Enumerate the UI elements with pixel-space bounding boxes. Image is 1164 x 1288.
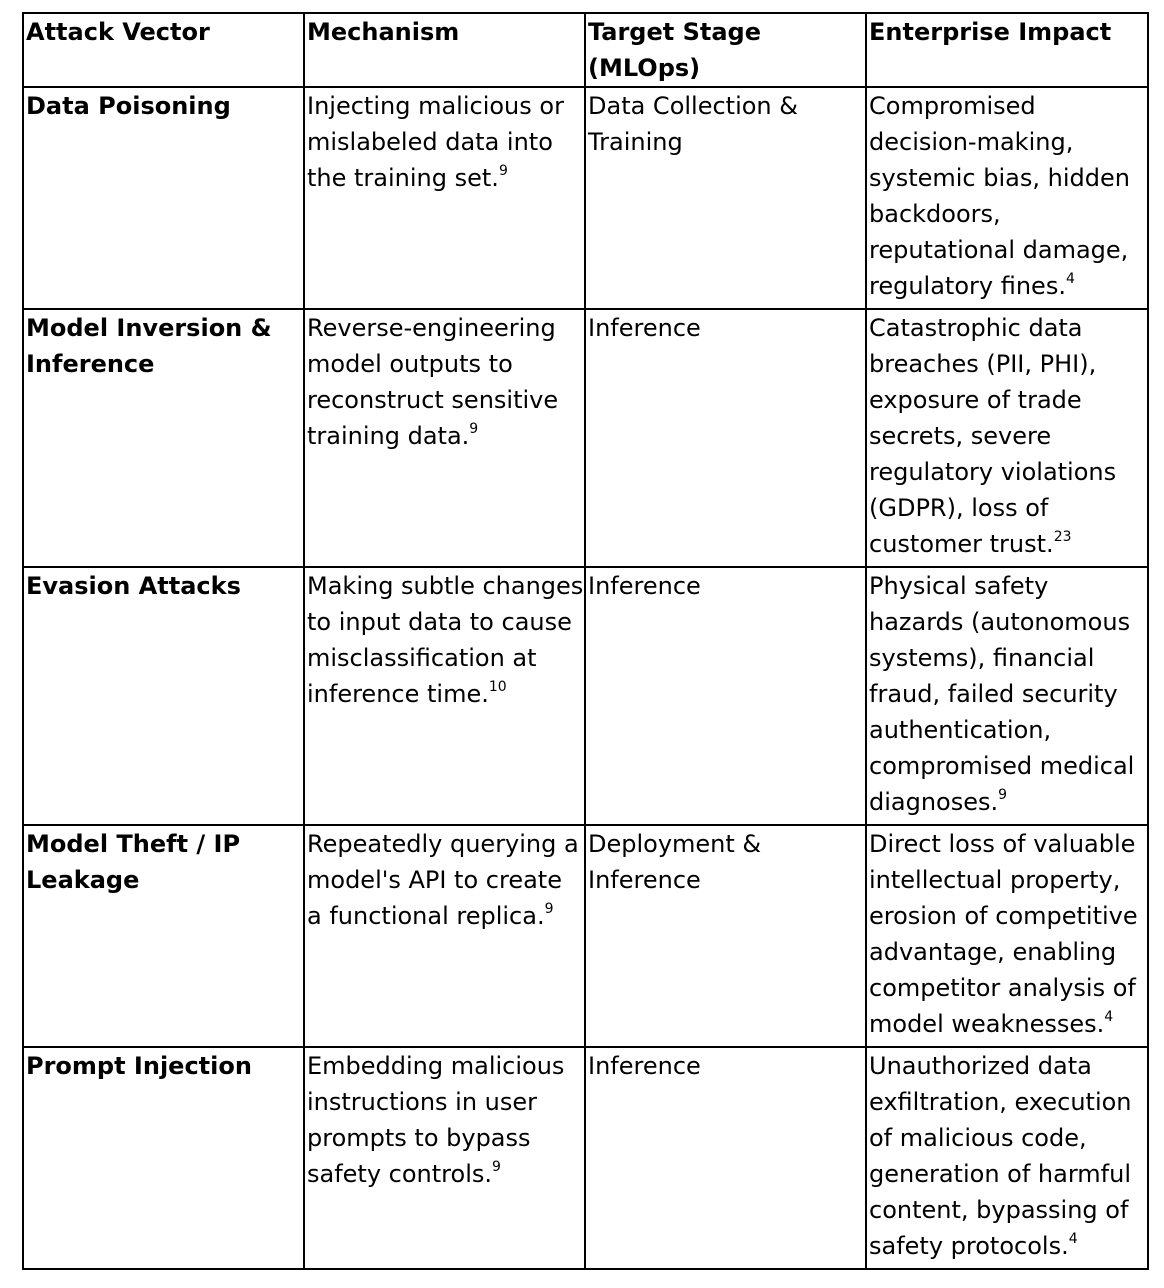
attack-vector-cell: Evasion Attacks (23, 567, 304, 825)
header-target-stage: Target Stage (MLOps) (585, 13, 866, 87)
mechanism-cell (304, 1047, 585, 1269)
table-row (23, 567, 1148, 825)
mechanism-text: Injecting malicious or mislabeled data into the training set. (307, 92, 564, 192)
table-row (23, 87, 1148, 309)
citation-ref: 9 (544, 901, 554, 917)
attack-vector-cell: Data Poisoning (23, 87, 304, 309)
table-row (23, 825, 1148, 1047)
citation-ref: 23 (1053, 529, 1072, 545)
target-stage-cell: Data Collection & Training (585, 87, 866, 309)
enterprise-impact-cell (866, 567, 1148, 825)
attack-vector-table (22, 12, 1149, 1270)
citation-ref: 9 (469, 421, 479, 437)
target-stage-cell: Inference (585, 309, 866, 567)
mechanism-cell (304, 567, 585, 825)
table-header-row (23, 13, 1148, 87)
enterprise-impact-cell (866, 309, 1148, 567)
citation-ref: 9 (498, 163, 508, 179)
enterprise-impact-cell (866, 87, 1148, 309)
impact-text: Unauthorized data exfiltration, execution of malicious code, generation of harmful content, bypassing of safety protocols. (869, 1052, 1132, 1260)
citation-ref: 9 (998, 787, 1008, 803)
enterprise-impact-cell (866, 1047, 1148, 1269)
mechanism-cell (304, 825, 585, 1047)
mechanism-text: Making subtle changes to input data to cause misclassification at inference time. (307, 572, 584, 708)
citation-ref: 10 (488, 679, 507, 695)
attack-vector-cell: Prompt Injection (23, 1047, 304, 1269)
attack-vector-cell: Model Inversion & Inference (23, 309, 304, 567)
header-enterprise-impact: Enterprise Impact (866, 13, 1148, 87)
header-attack-vector: Attack Vector (23, 13, 304, 87)
attack-vector-cell: Model Theft / IP Leakage (23, 825, 304, 1047)
header-mechanism: Mechanism (304, 13, 585, 87)
citation-ref: 4 (1065, 271, 1075, 287)
impact-text: Compromised decision-making, systemic bias, hidden backdoors, reputational damage, regulatory fines. (869, 92, 1130, 300)
target-stage-cell: Deployment & Inference (585, 825, 866, 1047)
enterprise-impact-cell (866, 825, 1148, 1047)
table-row (23, 1047, 1148, 1269)
impact-text: Direct loss of valuable intellectual property, erosion of competitive advantage, enabling competitor analysis of model weaknesses. (869, 830, 1138, 1038)
citation-ref: 4 (1068, 1231, 1078, 1247)
table-row (23, 309, 1148, 567)
mechanism-text: Reverse-engineering model outputs to reconstruct sensitive training data. (307, 314, 559, 450)
mechanism-text: Repeatedly querying a model's API to create a functional replica. (307, 830, 579, 930)
impact-text: Physical safety hazards (autonomous systems), financial fraud, failed security authentication, compromised medical diagnoses. (869, 572, 1135, 816)
mechanism-cell (304, 309, 585, 567)
citation-ref: 4 (1104, 1009, 1114, 1025)
impact-text: Catastrophic data breaches (PII, PHI), exposure of trade secrets, severe regulatory violations (GDPR), loss of customer trust. (869, 314, 1117, 558)
mechanism-cell (304, 87, 585, 309)
target-stage-cell: Inference (585, 567, 866, 825)
mechanism-text: Embedding malicious instructions in user prompts to bypass safety controls. (307, 1052, 565, 1188)
target-stage-cell: Inference (585, 1047, 866, 1269)
citation-ref: 9 (492, 1159, 501, 1175)
